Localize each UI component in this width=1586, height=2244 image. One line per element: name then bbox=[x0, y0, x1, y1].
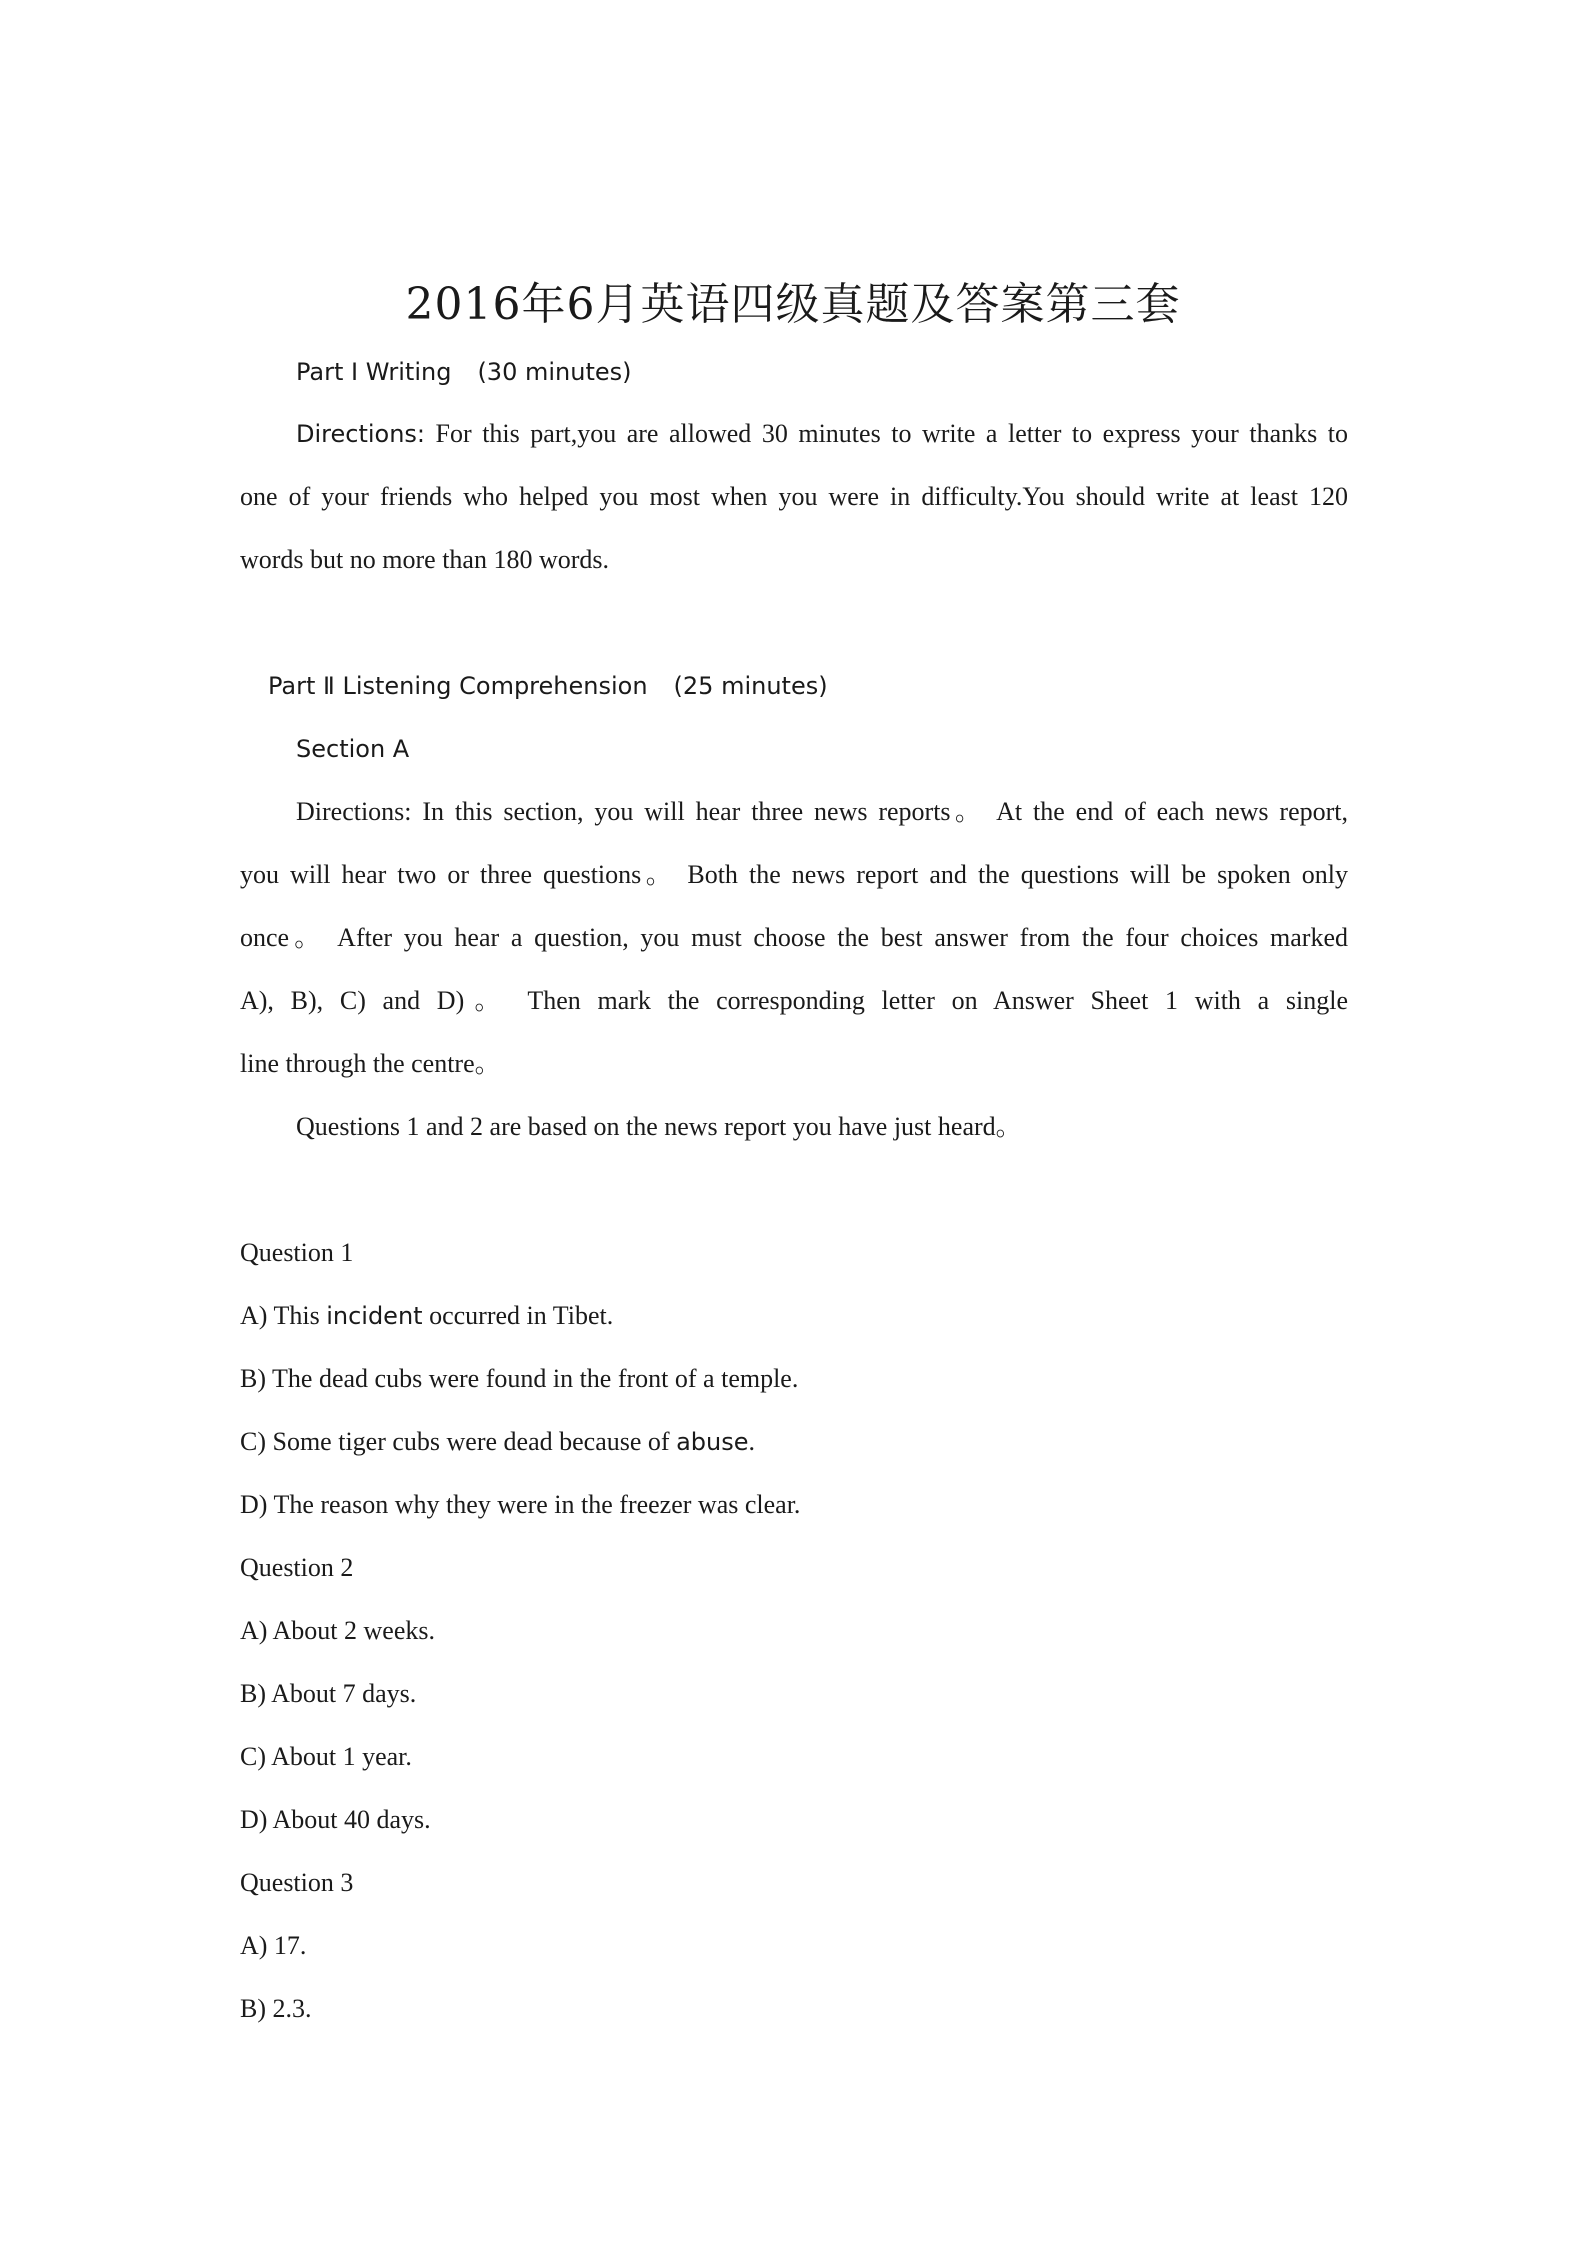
part2-directions-line-5: line through the centre。 bbox=[240, 1049, 501, 1078]
part2-heading: Part Ⅱ Listening Comprehension bbox=[268, 672, 648, 700]
part1-directions-line-1 bbox=[296, 418, 1348, 450]
part2-directions-line-4: A), B), C) and D)。 Then mark the corresponding letter on Answer Sheet 1 with a single bbox=[240, 986, 1348, 1015]
question-label: Question 3 bbox=[240, 1868, 354, 1897]
part1-directions-text-1: For this part,you are allowed 30 minutes to write a letter to express your thanks to bbox=[435, 419, 1348, 448]
part1-heading-line bbox=[296, 356, 631, 388]
part2-time: (25 minutes) bbox=[673, 672, 828, 700]
part1-time: (30 minutes) bbox=[477, 358, 632, 386]
based-on-note: Questions 1 and 2 are based on the news report you have just heard。 bbox=[296, 1112, 1022, 1141]
answer-option: D) The reason why they were in the freezer was clear. bbox=[240, 1490, 801, 1519]
part2-heading-line bbox=[268, 670, 828, 702]
answer-option: A) This incident occurred in Tibet. bbox=[240, 1301, 614, 1330]
answer-option: A) 17. bbox=[240, 1931, 307, 1960]
question-label: Question 2 bbox=[240, 1553, 354, 1582]
answer-option: B) 2.3. bbox=[240, 1994, 312, 2023]
part1-heading: Part I Writing bbox=[296, 358, 452, 386]
part2-directions-line-2: you will hear two or three questions。 Both the news report and the questions will be spoken only bbox=[240, 860, 1348, 889]
question-label: Question 1 bbox=[240, 1238, 354, 1267]
answer-option: C) Some tiger cubs were dead because of abuse. bbox=[240, 1427, 755, 1456]
part2-directions-line-1: Directions: In this section, you will hear three news reports。 At the end of each news report, bbox=[296, 797, 1348, 826]
part1-directions-line-2: one of your friends who helped you most when you were in difficulty.You should write at least 120 bbox=[240, 482, 1348, 511]
answer-option: B) The dead cubs were found in the front of a temple. bbox=[240, 1364, 799, 1393]
answer-option: D) About 40 days. bbox=[240, 1805, 431, 1834]
answer-option: A) About 2 weeks. bbox=[240, 1616, 435, 1645]
answer-option: C) About 1 year. bbox=[240, 1742, 412, 1771]
keyword: incident bbox=[326, 1302, 423, 1330]
directions-label: Directions: bbox=[296, 420, 426, 448]
part1-directions-line-3: words but no more than 180 words. bbox=[240, 545, 610, 574]
part2-directions-line-3: once。 After you hear a question, you must choose the best answer from the four choices marked bbox=[240, 923, 1348, 952]
document-title: 2016年6月英语四级真题及答案第三套 bbox=[405, 279, 1181, 330]
section-a-heading: Section A bbox=[296, 735, 410, 763]
answer-option: B) About 7 days. bbox=[240, 1679, 417, 1708]
keyword: abuse bbox=[676, 1428, 749, 1456]
